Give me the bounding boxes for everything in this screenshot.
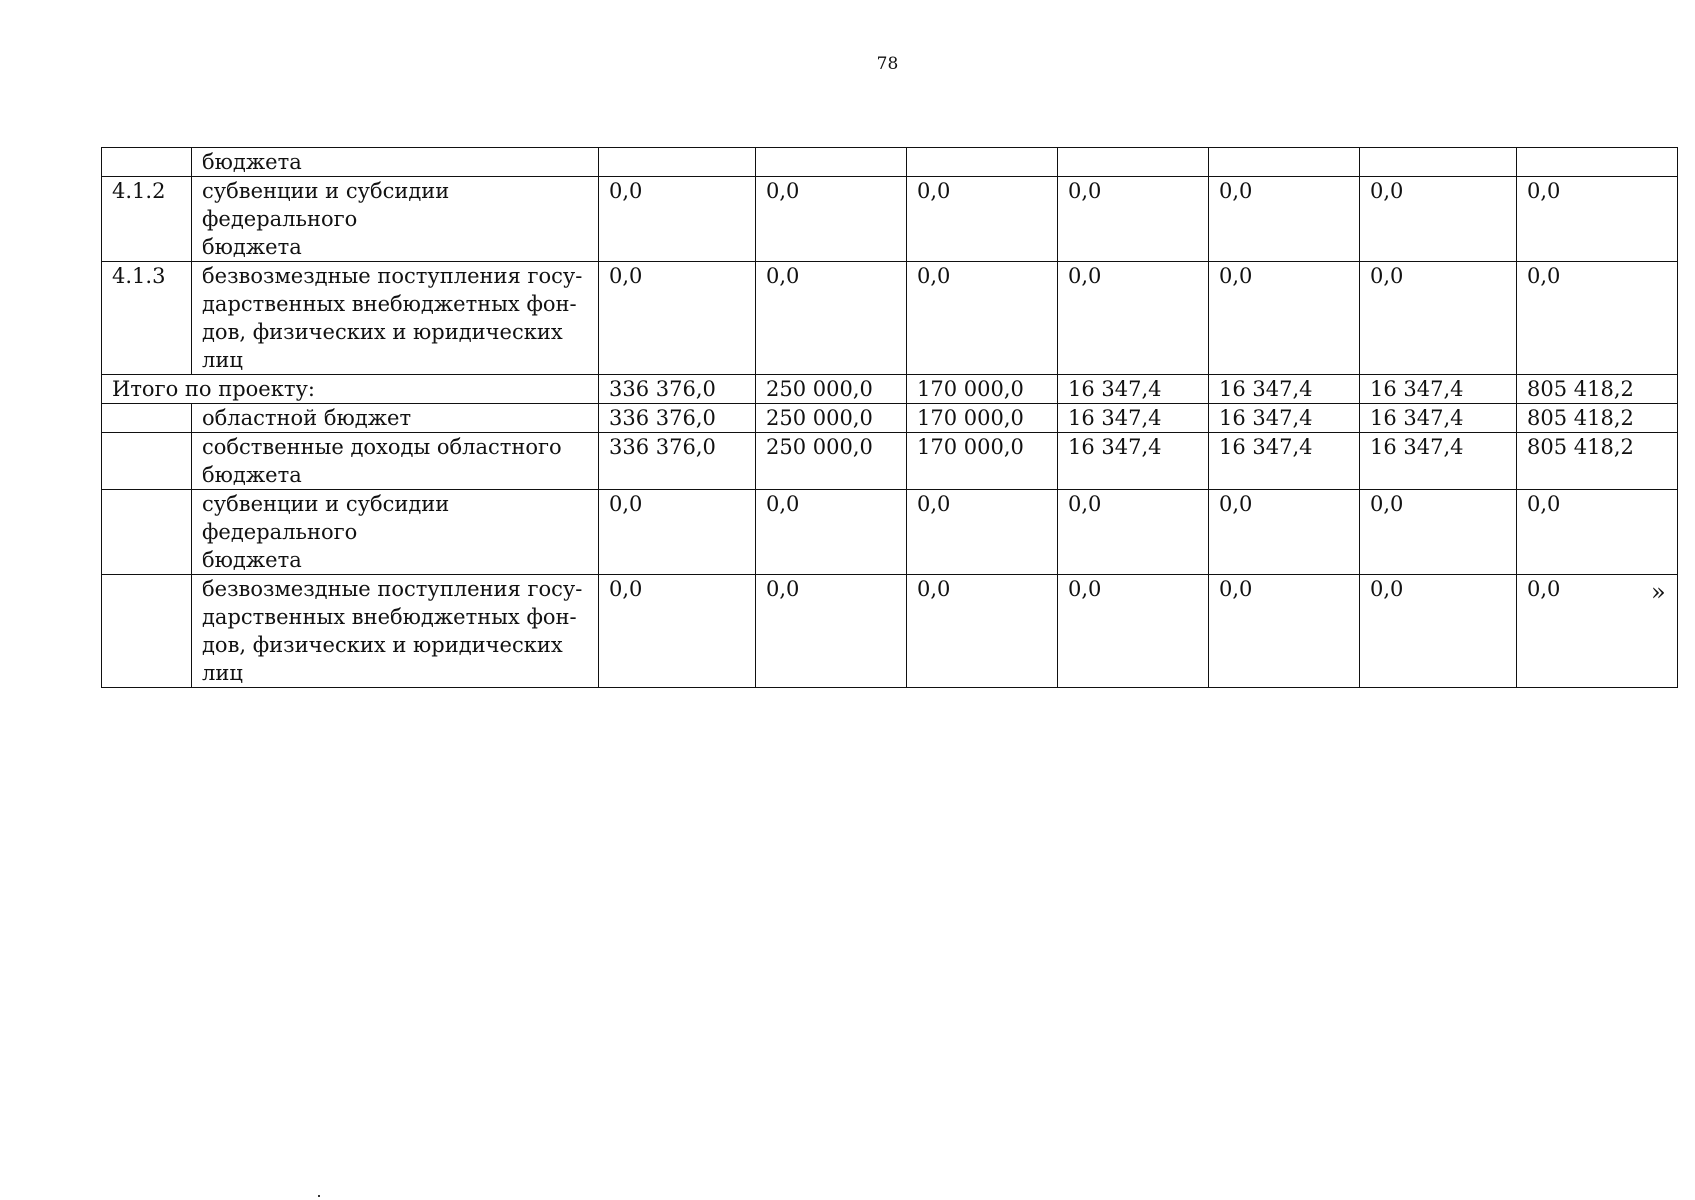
value-cell: 0,0 <box>1209 575 1360 688</box>
row-code-cell: 4.1.2 <box>102 177 192 262</box>
value-cell <box>1058 148 1209 177</box>
budget-table-body <box>102 148 1678 688</box>
scan-speck <box>318 1195 320 1197</box>
row-label-cell <box>192 575 599 688</box>
row-label-line: собственные доходы областного <box>202 435 562 459</box>
row-label-line: безвозмездные поступления госу- <box>202 577 583 601</box>
value-cell: 0,0 <box>1360 262 1517 375</box>
value-cell: 0,0 <box>599 490 756 575</box>
row-label-cell <box>192 490 599 575</box>
row-label-line: бюджета <box>202 150 302 174</box>
value-cell: 0,0 <box>1209 177 1360 262</box>
row-label-line: бюджета <box>202 235 302 259</box>
row-code-cell <box>102 433 192 490</box>
row-label-cell <box>192 262 599 375</box>
row-code-cell <box>102 490 192 575</box>
table-row <box>102 177 1678 262</box>
table-row <box>102 490 1678 575</box>
page-number: 78 <box>876 54 899 74</box>
row-label-line: субвенции и субсидии федерального <box>202 492 450 544</box>
row-label-line: бюджета <box>202 463 302 487</box>
value-cell: 16 347,4 <box>1058 433 1209 490</box>
value-cell <box>599 148 756 177</box>
row-code-cell <box>102 148 192 177</box>
value-cell: 16 347,4 <box>1360 433 1517 490</box>
value-cell <box>1360 148 1517 177</box>
value-cell: 0,0 <box>1058 490 1209 575</box>
value-cell: 170 000,0 <box>907 433 1058 490</box>
value-cell: 0,0 <box>1209 262 1360 375</box>
row-label-line: областной бюджет <box>202 406 412 430</box>
value-cell: 0,0 <box>1517 262 1678 375</box>
value-cell <box>907 148 1058 177</box>
row-code-cell <box>102 575 192 688</box>
table-row <box>102 262 1678 375</box>
row-label-line: безвозмездные поступления госу- <box>202 264 583 288</box>
value-cell: 0,0 <box>1058 575 1209 688</box>
value-cell: 0,0 <box>599 575 756 688</box>
row-label-line: дов, физических и юридических лиц <box>202 633 563 685</box>
value-cell: 0,0 <box>756 575 907 688</box>
value-cell: 16 347,4 <box>1209 404 1360 433</box>
value-cell: 0,0 <box>756 490 907 575</box>
value-cell: 0,0 <box>756 177 907 262</box>
row-code-cell <box>102 404 192 433</box>
value-cell: 805 418,2 <box>1517 404 1678 433</box>
row-label-cell <box>192 148 599 177</box>
row-label-line: дов, физических и юридических лиц <box>202 320 563 372</box>
row-code-cell: 4.1.3 <box>102 262 192 375</box>
value-cell: 0,0 <box>1360 490 1517 575</box>
value-cell: 250 000,0 <box>756 404 907 433</box>
value-cell: 0,0 <box>907 262 1058 375</box>
value-cell: 16 347,4 <box>1209 375 1360 404</box>
closing-quote: » <box>1651 578 1666 606</box>
total-label-cell: Итого по проекту: <box>102 375 599 404</box>
row-label-cell <box>192 177 599 262</box>
value-cell: 0,0 <box>1360 575 1517 688</box>
value-cell: 0,0 <box>1058 177 1209 262</box>
value-cell: 805 418,2 <box>1517 433 1678 490</box>
row-label-cell <box>192 433 599 490</box>
value-cell: 336 376,0 <box>599 433 756 490</box>
value-cell: 0,0 <box>1058 262 1209 375</box>
table-row <box>102 575 1678 688</box>
row-label-line: бюджета <box>202 548 302 572</box>
value-cell <box>756 148 907 177</box>
value-cell: 16 347,4 <box>1058 375 1209 404</box>
value-cell: 170 000,0 <box>907 404 1058 433</box>
value-cell: 336 376,0 <box>599 404 756 433</box>
value-cell: 0,0 <box>599 177 756 262</box>
value-cell: 0,0 <box>1517 177 1678 262</box>
value-cell: 16 347,4 <box>1360 404 1517 433</box>
value-cell: 336 376,0 <box>599 375 756 404</box>
value-cell <box>1209 148 1360 177</box>
value-cell: 250 000,0 <box>756 375 907 404</box>
value-cell: 0,0 <box>1209 490 1360 575</box>
value-cell: 0,0 <box>1517 575 1678 688</box>
value-cell: 0,0 <box>907 177 1058 262</box>
table-row <box>102 404 1678 433</box>
value-cell: 16 347,4 <box>1209 433 1360 490</box>
value-cell: 170 000,0 <box>907 375 1058 404</box>
value-cell <box>1517 148 1678 177</box>
value-cell: 16 347,4 <box>1360 375 1517 404</box>
value-cell: 0,0 <box>1517 490 1678 575</box>
value-cell: 0,0 <box>756 262 907 375</box>
value-cell: 805 418,2 <box>1517 375 1678 404</box>
value-cell: 0,0 <box>599 262 756 375</box>
table-row <box>102 148 1678 177</box>
value-cell: 250 000,0 <box>756 433 907 490</box>
value-cell: 0,0 <box>907 490 1058 575</box>
row-label-line: дарственных внебюджетных фон- <box>202 605 577 629</box>
table-row <box>102 433 1678 490</box>
value-cell: 0,0 <box>1360 177 1517 262</box>
row-label-line: дарственных внебюджетных фон- <box>202 292 577 316</box>
row-label-line: субвенции и субсидии федерального <box>202 179 450 231</box>
budget-table <box>101 147 1678 688</box>
row-label-cell <box>192 404 599 433</box>
table-total-row <box>102 375 1678 404</box>
value-cell: 0,0 <box>907 575 1058 688</box>
value-cell: 16 347,4 <box>1058 404 1209 433</box>
